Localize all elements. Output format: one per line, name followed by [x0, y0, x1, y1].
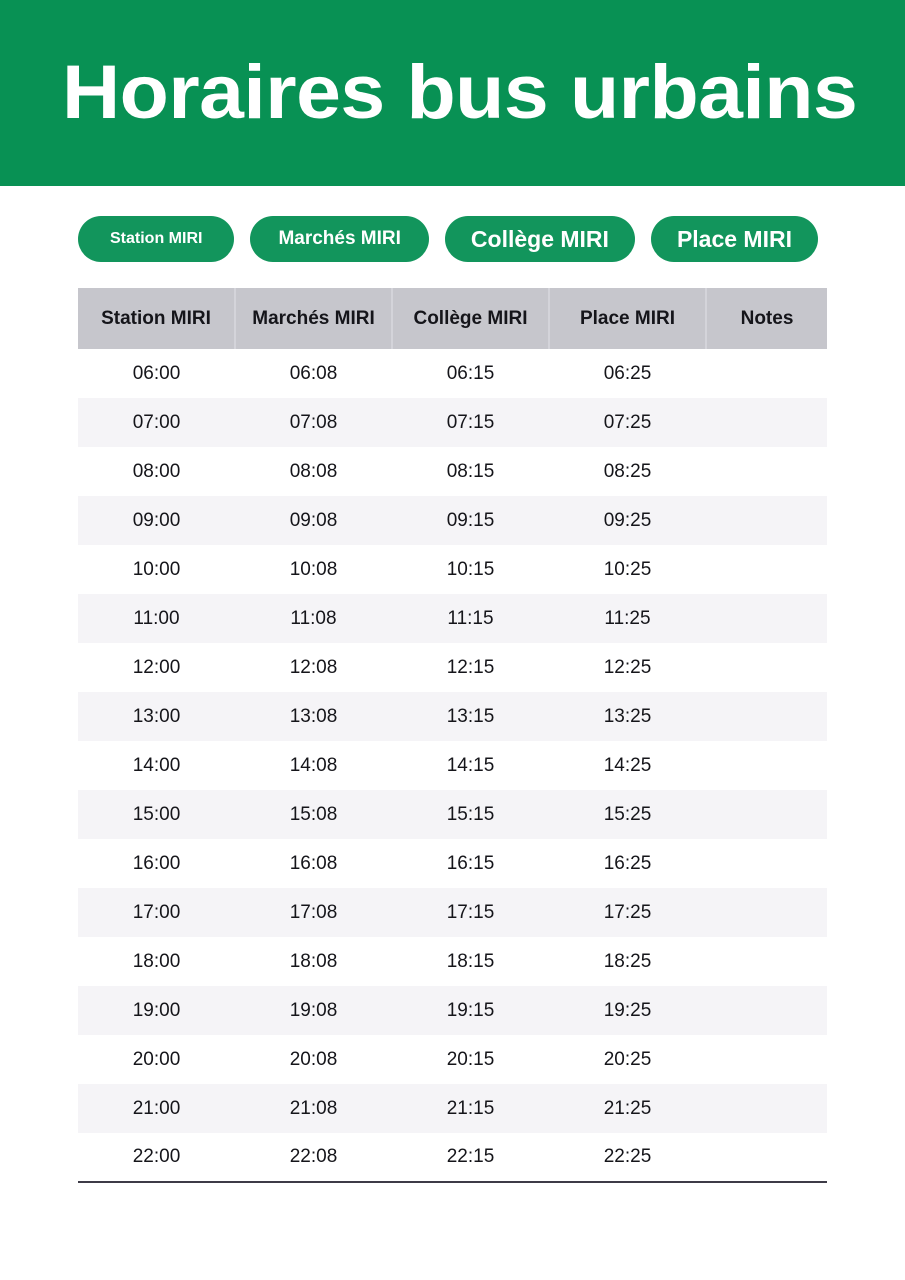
table-cell: 21:25	[549, 1084, 706, 1133]
table-cell: 06:08	[235, 349, 392, 398]
stop-pill-3[interactable]: Place MIRI	[651, 216, 818, 262]
table-cell: 17:25	[549, 888, 706, 937]
table-cell: 10:08	[235, 545, 392, 594]
table-cell: 06:15	[392, 349, 549, 398]
table-cell: 20:15	[392, 1035, 549, 1084]
table-cell: 18:15	[392, 937, 549, 986]
column-header-2: Collège MIRI	[392, 288, 549, 349]
table-cell: 16:00	[78, 839, 235, 888]
table-header-row	[78, 288, 827, 349]
table-row	[78, 839, 827, 888]
table-cell	[706, 839, 827, 888]
table-cell: 22:08	[235, 1133, 392, 1182]
table-cell: 21:15	[392, 1084, 549, 1133]
table-cell: 19:00	[78, 986, 235, 1035]
stop-pill-0[interactable]: Station MIRI	[78, 216, 234, 262]
table-cell: 11:00	[78, 594, 235, 643]
table-cell: 10:00	[78, 545, 235, 594]
table-cell: 22:25	[549, 1133, 706, 1182]
table-row	[78, 692, 827, 741]
table-cell: 07:00	[78, 398, 235, 447]
table-cell	[706, 398, 827, 447]
table-row	[78, 986, 827, 1035]
table-cell: 12:15	[392, 643, 549, 692]
table-cell	[706, 349, 827, 398]
table-cell	[706, 986, 827, 1035]
table-cell: 18:08	[235, 937, 392, 986]
table-cell: 09:00	[78, 496, 235, 545]
table-cell: 15:08	[235, 790, 392, 839]
table-cell	[706, 692, 827, 741]
table-cell: 07:15	[392, 398, 549, 447]
table-cell: 21:08	[235, 1084, 392, 1133]
table-cell	[706, 741, 827, 790]
table-cell: 08:25	[549, 447, 706, 496]
table-cell: 11:25	[549, 594, 706, 643]
table-cell: 12:08	[235, 643, 392, 692]
table-cell: 09:15	[392, 496, 549, 545]
stop-pill-1[interactable]: Marchés MIRI	[250, 216, 428, 262]
table-cell	[706, 888, 827, 937]
table-row	[78, 741, 827, 790]
table-row	[78, 888, 827, 937]
table-cell: 20:25	[549, 1035, 706, 1084]
table-row	[78, 398, 827, 447]
table-cell: 15:15	[392, 790, 549, 839]
table-cell: 16:15	[392, 839, 549, 888]
page-title: Horaires bus urbains	[62, 50, 858, 135]
table-cell	[706, 643, 827, 692]
table-cell: 13:15	[392, 692, 549, 741]
table-cell: 17:00	[78, 888, 235, 937]
table-cell: 14:00	[78, 741, 235, 790]
schedule-table	[78, 288, 827, 1183]
table-row	[78, 937, 827, 986]
table-cell: 14:15	[392, 741, 549, 790]
table-cell: 20:08	[235, 1035, 392, 1084]
table-row	[78, 790, 827, 839]
table-cell: 19:15	[392, 986, 549, 1035]
table-cell: 11:08	[235, 594, 392, 643]
table-cell: 11:15	[392, 594, 549, 643]
table-cell: 16:25	[549, 839, 706, 888]
table-cell: 17:15	[392, 888, 549, 937]
table-cell: 14:25	[549, 741, 706, 790]
table-cell	[706, 1084, 827, 1133]
table-cell: 13:08	[235, 692, 392, 741]
table-row	[78, 643, 827, 692]
table-cell	[706, 790, 827, 839]
column-header-0: Station MIRI	[78, 288, 235, 349]
table-cell: 07:08	[235, 398, 392, 447]
table-cell: 06:25	[549, 349, 706, 398]
table-row	[78, 447, 827, 496]
table-cell: 15:25	[549, 790, 706, 839]
column-header-3: Place MIRI	[549, 288, 706, 349]
table-cell	[706, 1133, 827, 1182]
table-cell: 21:00	[78, 1084, 235, 1133]
table-cell: 06:00	[78, 349, 235, 398]
schedule-table-container	[78, 288, 827, 1183]
stop-filter-pill-group	[0, 186, 905, 262]
table-cell: 09:08	[235, 496, 392, 545]
table-cell: 19:25	[549, 986, 706, 1035]
table-cell: 09:25	[549, 496, 706, 545]
table-cell: 22:15	[392, 1133, 549, 1182]
table-cell: 13:00	[78, 692, 235, 741]
table-row	[78, 594, 827, 643]
table-row	[78, 496, 827, 545]
table-cell: 19:08	[235, 986, 392, 1035]
table-cell	[706, 447, 827, 496]
table-cell: 08:08	[235, 447, 392, 496]
table-cell	[706, 1035, 827, 1084]
table-cell: 15:00	[78, 790, 235, 839]
table-cell	[706, 594, 827, 643]
table-cell: 20:00	[78, 1035, 235, 1084]
table-row	[78, 349, 827, 398]
table-cell: 08:00	[78, 447, 235, 496]
table-row	[78, 1084, 827, 1133]
table-cell: 12:00	[78, 643, 235, 692]
table-cell: 18:25	[549, 937, 706, 986]
table-cell: 10:25	[549, 545, 706, 594]
table-cell: 07:25	[549, 398, 706, 447]
table-cell: 10:15	[392, 545, 549, 594]
table-cell	[706, 496, 827, 545]
table-row	[78, 1133, 827, 1182]
table-cell	[706, 937, 827, 986]
table-cell	[706, 545, 827, 594]
table-cell: 22:00	[78, 1133, 235, 1182]
stop-pill-2[interactable]: Collège MIRI	[445, 216, 635, 262]
column-header-1: Marchés MIRI	[235, 288, 392, 349]
table-cell: 13:25	[549, 692, 706, 741]
table-cell: 18:00	[78, 937, 235, 986]
page-header-banner	[0, 0, 905, 186]
table-cell: 12:25	[549, 643, 706, 692]
table-cell: 08:15	[392, 447, 549, 496]
table-row	[78, 1035, 827, 1084]
schedule-table-head	[78, 288, 827, 349]
table-cell: 14:08	[235, 741, 392, 790]
table-cell: 17:08	[235, 888, 392, 937]
schedule-table-body	[78, 349, 827, 1182]
table-row	[78, 545, 827, 594]
table-cell: 16:08	[235, 839, 392, 888]
column-header-4: Notes	[706, 288, 827, 349]
